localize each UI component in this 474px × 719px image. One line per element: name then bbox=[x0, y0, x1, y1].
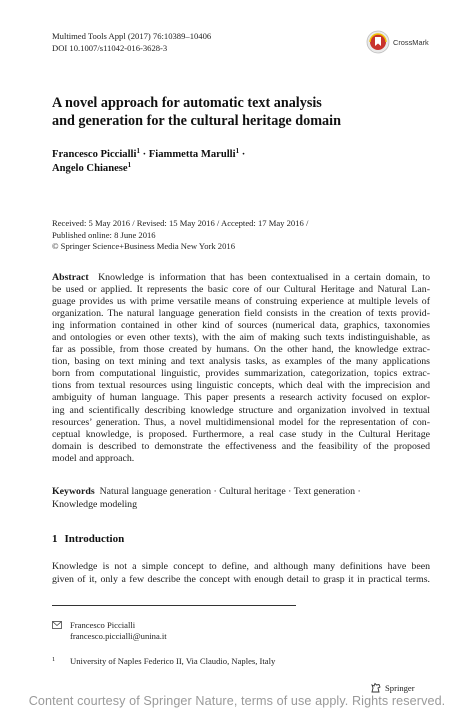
abstract-line: organization. The natural language generation field consists in the creation of texts provid- bbox=[52, 308, 430, 320]
envelope-icon bbox=[52, 621, 62, 629]
abstract-line: domain is described to demonstrate the effectiveness and the feasibility of the proposed bbox=[52, 440, 430, 452]
abstract-line: and ontologies or even other texts), with the aim of making such texts indistinguishable, as bbox=[52, 332, 430, 344]
affiliation-marker: 1 bbox=[235, 147, 240, 155]
affiliation-number: 1 bbox=[52, 656, 56, 663]
section-heading bbox=[52, 533, 124, 545]
introduction-text bbox=[52, 560, 430, 586]
affiliation-text: University of Naples Federico II, Via Claudio, Naples, Italy bbox=[70, 656, 276, 666]
footnote-divider bbox=[52, 605, 296, 606]
journal-citation-block bbox=[52, 30, 211, 54]
springer-horse-icon bbox=[370, 682, 382, 694]
abstract bbox=[52, 272, 430, 465]
crossmark-icon bbox=[366, 30, 390, 54]
title-line: A novel approach for automatic text analysis bbox=[52, 95, 322, 111]
intro-line: Knowledge is not a simple concept to define, and although many definitions have been bbox=[52, 561, 430, 572]
abstract-line: ing information contained in other kind of sources (numerical data, graphics, taxonomies bbox=[52, 320, 430, 332]
abstract-line: resources’ generation. Thus, a novel multidimensional model for the representation of con- bbox=[52, 416, 430, 428]
section-number: 1 bbox=[52, 533, 58, 545]
author-list bbox=[52, 148, 245, 176]
author-name[interactable]: Angelo Chianese bbox=[52, 163, 128, 174]
copyright-line: © Springer Science+Business Media New York 2016 bbox=[52, 241, 235, 251]
journal-citation: Multimed Tools Appl (2017) 76:10389–10406 bbox=[52, 31, 212, 41]
publication-history bbox=[52, 218, 308, 253]
section-title: Introduction bbox=[64, 533, 125, 545]
keywords-line: Natural language generation · Cultural heritage · Text generation · bbox=[99, 486, 361, 497]
crossmark-label: CrossMark bbox=[393, 37, 429, 47]
abstract-line: Abstract Knowledge is information that has been contextualised in a certain domain, to bbox=[52, 272, 431, 283]
dates-line: Received: 5 May 2016 / Revised: 15 May 2016 / Accepted: 17 May 2016 / bbox=[52, 218, 309, 228]
author-name[interactable]: Fiammetta Marulli bbox=[148, 149, 236, 160]
abstract-line: tions from textual resources using linguistic concepts, which deal with the imprecision and bbox=[52, 380, 430, 392]
affiliation-marker: 1 bbox=[127, 161, 132, 169]
abstract-line: be used or applied. It represents the basic core of our Cultural Heritage and Natural Lan- bbox=[52, 284, 430, 296]
publisher-name: Springer bbox=[385, 683, 415, 693]
abstract-line: far as possible, from those created by humans. On the other hand, the knowledge extrac- bbox=[52, 344, 430, 356]
corresponding-author-name: Francesco Piccialli bbox=[70, 620, 136, 630]
keywords bbox=[52, 486, 430, 511]
author-name[interactable]: Francesco Piccialli bbox=[52, 149, 137, 160]
courtesy-watermark: Content courtesy of Springer Nature, terms of use apply. Rights reserved. bbox=[28, 694, 446, 708]
author-separator: · bbox=[139, 149, 149, 160]
paper-title bbox=[52, 94, 432, 130]
abstract-line: born from computational linguistic, provides summarization, categorization, topics extrac- bbox=[52, 368, 430, 380]
abstract-line: guage provides us with prime versatile means of construing experience at multiple levels of bbox=[52, 296, 430, 308]
dates-line: Published online: 8 June 2016 bbox=[52, 229, 156, 240]
crossmark-badge[interactable] bbox=[366, 30, 429, 54]
title-line: and generation for the cultural heritage domain bbox=[52, 113, 341, 129]
abstract-line: ambiguity of human language. This paper presents a research activity focused on explor- bbox=[52, 392, 430, 404]
affiliation-note bbox=[52, 656, 275, 667]
keywords-line: Knowledge modeling bbox=[52, 498, 138, 510]
correspondence-note bbox=[52, 620, 167, 642]
corresponding-author-email[interactable]: francesco.piccialli@unina.it bbox=[70, 631, 167, 641]
author-separator: · bbox=[239, 149, 246, 160]
abstract-line: tion, basing on text mining and text analysis tasks, as examples of the many applications bbox=[52, 356, 430, 368]
affiliation-marker: 1 bbox=[136, 147, 140, 155]
abstract-line: ing and scientifically describing knowledge structure and organization involved in textual bbox=[52, 404, 430, 416]
intro-line: given of it, only a few describe the concept with enough detail to grasp it in practical terms. bbox=[52, 574, 430, 585]
doi: DOI 10.1007/s11042-016-3628-3 bbox=[52, 43, 168, 53]
keywords-label: Keywords bbox=[52, 486, 95, 497]
abstract-line: ceptual knowledge, is proposed. Furthermore, a real case study in the Cultural Heritage bbox=[52, 428, 430, 440]
abstract-line: model and approach. bbox=[52, 452, 135, 464]
publisher-logo bbox=[370, 682, 415, 694]
abstract-label: Abstract bbox=[52, 272, 89, 283]
